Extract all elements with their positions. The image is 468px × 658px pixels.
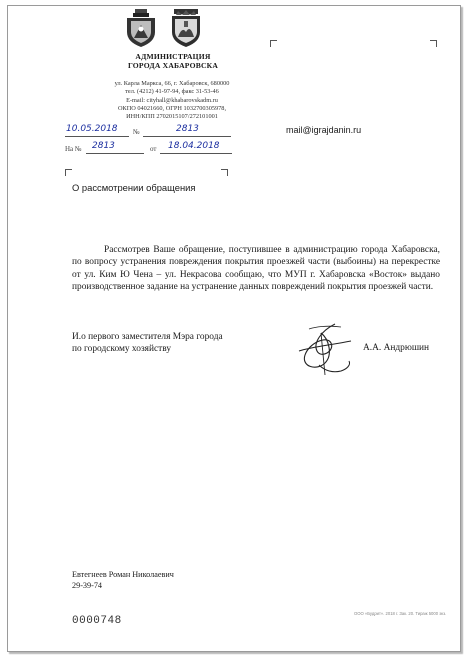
executor-name: Евтегнеев Роман Николаевич — [72, 570, 174, 579]
address-line: ИНН/КПП 2702015107/272101001 — [126, 113, 218, 121]
organization-name — [118, 52, 228, 70]
reference-date: 18.04.2018 — [168, 141, 220, 151]
organization-name-line1: АДМИНИСТРАЦИЯ — [135, 52, 211, 61]
region-coat-of-arms-icon — [166, 8, 206, 53]
body-paragraph: Рассмотрев Ваше обращение, поступившее в администрацию города Хабаровска, по вопросу устранения повреждения покрытия проезжей части (выбоины) на перекрестке от ул. Ким Ю Чена – ул. Некрасова сообщаю, что МУП г. Хабаровска «Восток» выдано производственное задание на устранение данных повреждений покрытия проезжей части. — [72, 245, 440, 293]
signatory-title — [72, 331, 223, 356]
address-corner-mark — [270, 40, 277, 47]
city-coat-of-arms-icon — [123, 8, 159, 53]
printer-imprint: ООО «Будрит». 2018 г. Зак. 20. Тираж 5000 экз. — [354, 611, 447, 616]
letter-page — [7, 5, 461, 652]
form-serial-number: 0000748 — [72, 615, 122, 627]
letter-body — [72, 244, 440, 294]
date-underline — [65, 136, 129, 137]
reference-number: 2813 — [92, 141, 115, 151]
subject-corner-mark — [65, 169, 72, 176]
executor-block — [72, 570, 174, 591]
executor-phone: 29-39-74 — [72, 580, 103, 590]
number-label: № — [133, 128, 140, 136]
address-corner-mark — [430, 40, 437, 47]
recipient-email: mail@igrajdanin.ru — [286, 125, 362, 135]
reference-number-underline — [86, 153, 144, 154]
address-line: E-mail: cityhall@khabarovskadm.ru — [126, 96, 218, 104]
reference-date-underline — [160, 153, 232, 154]
signatory-title-line2: по городскому хозяйству — [72, 344, 172, 355]
outgoing-number: 2813 — [176, 124, 199, 134]
subject-corner-mark — [221, 169, 228, 176]
outgoing-date: 10.05.2018 — [66, 124, 118, 134]
signatory-title-line1: И.о первого заместителя Мэра города — [72, 332, 223, 342]
address-line: ОКПО 04021660, ОГРН 1032700305978, — [117, 104, 227, 112]
number-underline — [143, 136, 231, 137]
handwritten-signature — [291, 321, 361, 382]
reference-date-label: от — [150, 145, 157, 153]
organization-address — [86, 80, 258, 121]
organization-name-line2: ГОРОДА ХАБАРОВСКА — [127, 61, 219, 70]
signatory-name: А.А. Андрюшин — [363, 343, 430, 353]
address-line: тел. (4212) 41-97-94, факс 31-53-46 — [125, 88, 219, 96]
letter-subject: О рассмотрении обращения — [72, 182, 196, 193]
address-line: ул. Карла Маркса, 66, г. Хабаровск, 680000 — [114, 80, 230, 87]
reference-label: На № — [65, 145, 82, 153]
